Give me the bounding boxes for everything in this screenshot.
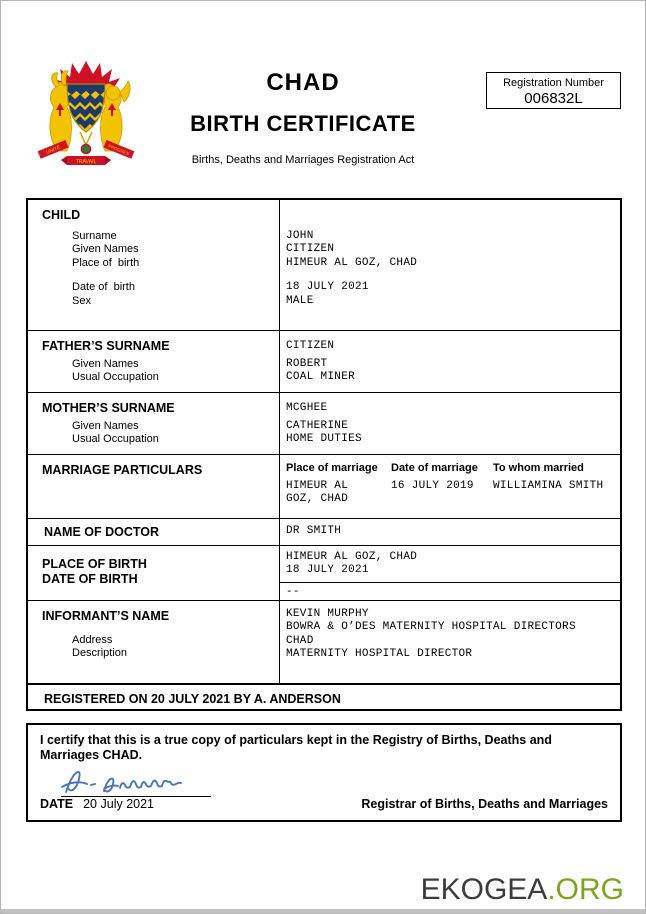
certification-box <box>26 723 622 822</box>
father-heading: FATHER’S SURNAME <box>42 339 170 353</box>
country-title: CHAD <box>266 69 340 96</box>
marriage-heading: MARRIAGE PARTICULARS <box>42 463 203 477</box>
child-given-names-value: CITIZEN <box>286 243 335 256</box>
motto-bottom: TRAVAIL <box>75 159 97 165</box>
doctor-value: DR SMITH <box>286 525 342 537</box>
informant-address-value-1: BOWRA & O’DES MATERNITY HOSPITAL DIRECTORS <box>286 621 576 634</box>
mother-given-names-value: CATHERINE <box>286 420 349 432</box>
document-subtitle: Births, Deaths and Marriages Registration Act <box>191 154 415 166</box>
child-sex-label: Sex <box>72 294 91 307</box>
father-occupation-value: COAL MINER <box>286 371 356 384</box>
child-date-of-birth-value: 18 JULY 2021 <box>286 281 369 294</box>
marriage-section <box>28 454 620 518</box>
mother-surname-value: MCGHEE <box>286 402 328 414</box>
informant-description-value: MATERNITY HOSPITAL DIRECTOR <box>286 648 473 661</box>
informant-address-label: Address <box>72 634 113 646</box>
date-of-birth-heading: DATE OF BIRTH <box>42 572 138 586</box>
place-of-birth-heading: PLACE OF BIRTH <box>42 557 147 571</box>
registration-number-value: 006832L <box>524 90 583 107</box>
child-place-of-birth-value: HIMEUR AL GOZ, CHAD <box>286 256 418 269</box>
child-sex-value: MALE <box>286 294 314 307</box>
child-surname-value: JOHN <box>286 230 314 242</box>
bottom-edge-strip <box>1 909 645 913</box>
mother-occupation-value: HOME DUTIES <box>286 433 362 446</box>
child-section <box>28 200 620 330</box>
informant-section <box>28 600 620 683</box>
brand-suffix: .ORG <box>547 873 624 906</box>
father-surname-value: CITIZEN <box>286 340 335 352</box>
father-occupation-label: Usual Occupation <box>72 371 159 384</box>
registered-text: REGISTERED ON 20 JULY 2021 BY A. ANDERSON <box>44 692 341 706</box>
doctor-heading: NAME OF DOCTOR <box>44 525 160 539</box>
child-date-of-birth-label: Date of birth <box>72 281 135 294</box>
birth-place-value: HIMEUR AL GOZ, CHAD <box>286 551 418 563</box>
ekogea-logo <box>421 873 624 907</box>
registration-number-label: Registration Number <box>503 77 604 89</box>
mother-section <box>28 392 620 454</box>
father-given-names-value: ROBERT <box>286 358 328 370</box>
father-section <box>28 330 620 392</box>
mother-heading: MOTHER’S SURNAME <box>42 401 175 415</box>
mother-occupation-label: Usual Occupation <box>72 433 159 446</box>
motto-right: PROGRÈS <box>107 143 130 157</box>
birth-extra-value: -- <box>286 586 300 598</box>
to-whom-married-header: To whom married <box>493 462 584 474</box>
place-of-marriage-header: Place of marriage <box>286 462 378 474</box>
date-label: DATE <box>40 797 74 811</box>
date-value: 20 July 2021 <box>83 797 154 811</box>
registrar-title: Registrar of Births, Deaths and Marriages <box>361 797 608 811</box>
informant-heading: INFORMANT’S NAME <box>42 609 170 623</box>
doctor-section <box>28 518 620 545</box>
child-surname-label: Surname <box>72 230 117 242</box>
date-of-marriage-value: 16 JULY 2019 <box>391 480 474 492</box>
informant-address-value-2: CHAD <box>286 634 314 647</box>
child-place-of-birth-label: Place of birth <box>72 256 140 269</box>
certification-statement: I certify that this is a true copy of particulars kept in the Registry of Births, Deaths and Marriages CHAD. <box>40 733 552 762</box>
brand-name: EKOGEA <box>420 873 548 906</box>
certificate-table <box>26 198 622 711</box>
child-heading: CHILD <box>42 208 81 222</box>
mother-given-names-label: Given Names <box>72 420 139 432</box>
birth-date-value: 18 JULY 2021 <box>286 564 369 577</box>
registration-number-box <box>486 72 621 109</box>
place-of-marriage-value: HIMEUR AL GOZ, CHAD <box>286 480 356 506</box>
informant-name-value: KEVIN MURPHY <box>286 608 369 620</box>
date-of-marriage-header: Date of marriage <box>391 462 478 474</box>
to-whom-married-value: WILLIAMINA SMITH <box>493 480 604 492</box>
birth-section <box>28 545 620 600</box>
father-given-names-label: Given Names <box>72 358 139 370</box>
registered-row <box>28 683 620 709</box>
child-given-names-label: Given Names <box>72 243 139 256</box>
document-title: BIRTH CERTIFICATE <box>190 111 416 136</box>
informant-description-label: Description <box>72 647 128 660</box>
motto-left: UNITÉ <box>45 144 62 156</box>
